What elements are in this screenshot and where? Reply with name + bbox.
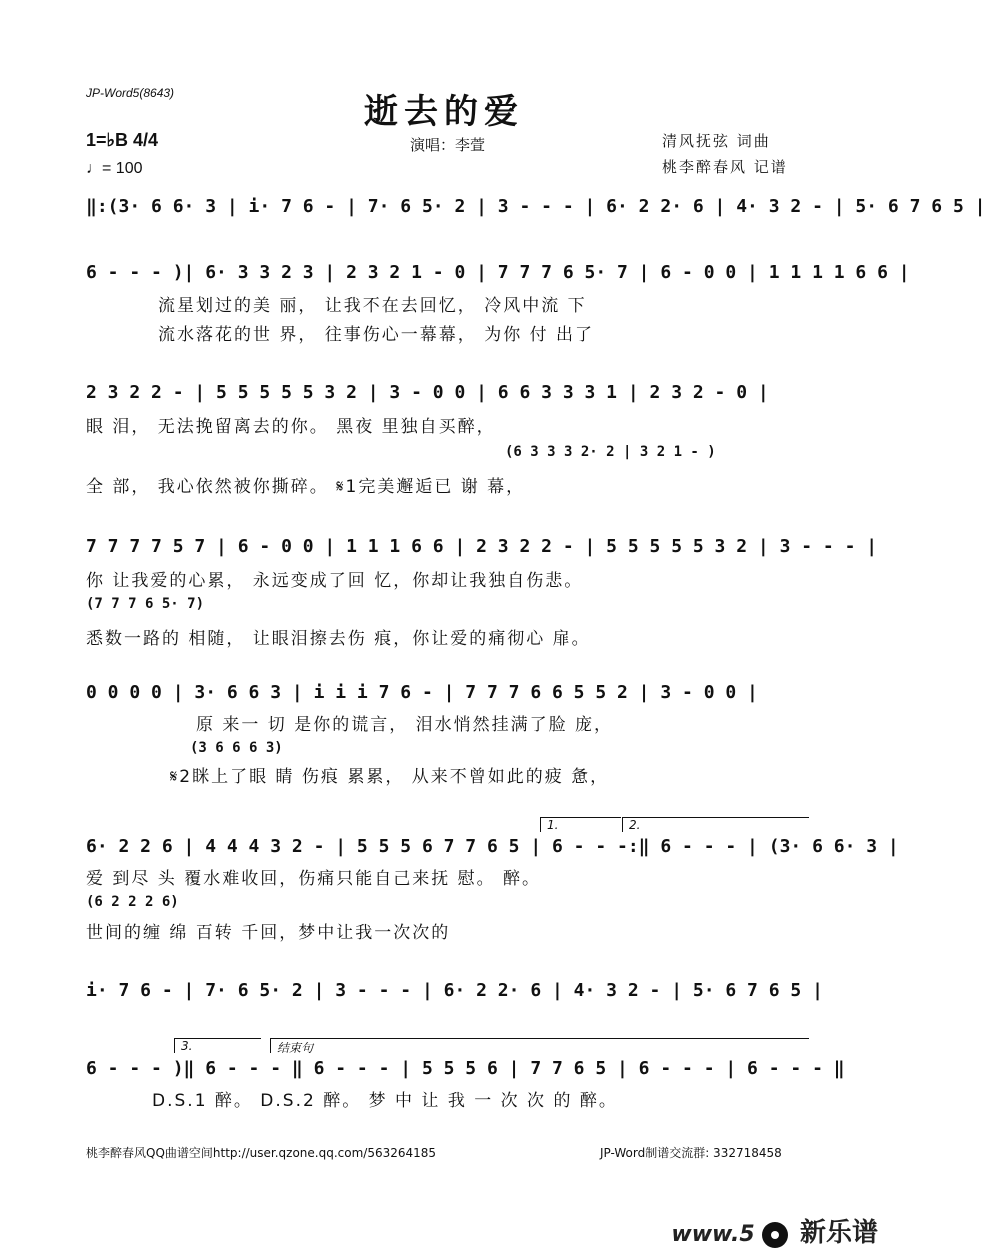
lyric-line: 你 让我爱的心累， 永远变成了回 忆，你却让我独自伤悲。 [86, 571, 584, 591]
notation-system-5: 0 0 0 0 | 3· 6 6 3 | i i i 7 6 - | 7 7 7 6 6 5 5 2 | 3 - 0 0 | [86, 682, 758, 703]
notation-system-4: 7 7 7 7 5 7 | 6 - 0 0 | 1 1 1 6 6 | 2 3 2 2 - | 5 5 5 5 5 3 2 | 3 - - - | [86, 536, 878, 557]
alternate-notes: (6 2 2 2 6) [86, 894, 179, 910]
software-version: JP-Word5(8643) [86, 86, 175, 100]
second-ending-bracket: 2. [622, 817, 809, 832]
alternate-notes: (7 7 7 6 5· 7) [86, 596, 205, 612]
lyric-line: 原 来一 切 是你的谎言， 泪水悄然挂满了脸 庞， [196, 715, 614, 735]
song-title: 逝去的爱 [364, 92, 524, 132]
lyric-line: 世间的缠 绵 百转 千回，梦中让我一次次的 [86, 923, 451, 943]
lyric-line: 流星划过的美 丽， 让我不在去回忆， 冷风中流 下 [158, 296, 587, 316]
lyricist-composer-credit: 清风抚弦 词曲 [662, 132, 771, 150]
notation-system-8: 6 - - - )‖ 6 - - - ‖ 6 - - - | 5 5 5 6 | 7 7 6 5 | 6 - - - | 6 - - - ‖ [86, 1058, 845, 1079]
tempo-marking: ♩= 100 [86, 160, 143, 177]
coda-bracket: 结束句 [270, 1038, 809, 1053]
key-signature: 1=♭B 4/4 [86, 130, 159, 150]
lyric-line: D.S.1 醉。 D.S.2 醉。 梦 中 让 我 一 次 次 的 醉。 [152, 1091, 618, 1111]
footer-left-credit: 桃李醉春风QQ曲谱空间http://user.qzone.qq.com/563264185 [86, 1146, 437, 1160]
alternate-notes: (3 6 6 6 3) [190, 740, 283, 756]
lyric-line: 𝄋2眯上了眼 睛 伤痕 累累， 从来不曾如此的疲 惫， [170, 767, 610, 787]
third-ending-bracket: 3. [174, 1038, 261, 1053]
record-disc-icon [762, 1222, 788, 1248]
notation-system-1: ‖:(3· 6 6· 3 | i· 7 6 - | 7· 6 5· 2 | 3 - - - | 6· 2 2· 6 | 4· 3 2 - | 5· 6 7 6 5 | [86, 196, 985, 217]
notation-system-7: i· 7 6 - | 7· 6 5· 2 | 3 - - - | 6· 2 2· 6 | 4· 3 2 - | 5· 6 7 6 5 | [86, 980, 823, 1001]
first-ending-bracket: 1. [540, 817, 621, 832]
lyric-line: 全 部， 我心依然被你撕碎。 𝄋1完美邂逅已 谢 幕， [86, 477, 526, 497]
lyric-line: 流水落花的世 界， 往事伤心一幕幕， 为你 付 出了 [158, 325, 595, 345]
notation-system-6: 6· 2 2 6 | 4 4 4 3 2 - | 5 5 5 6 7 7 6 5 | 6 - - -:‖ 6 - - - | (3· 6 6· 3 | [86, 836, 899, 857]
watermark-brand: 新乐谱 [799, 1218, 878, 1248]
watermark-logo [671, 1212, 878, 1249]
singer-credit: 演唱：李萱 [410, 136, 486, 154]
footer-right-credit: JP-Word制谱交流群: 332718458 [600, 1146, 782, 1160]
lyric-line: 悉数一路的 相随， 让眼泪擦去伤 痕，你让爱的痛彻心 扉。 [86, 629, 591, 649]
notation-system-2: 6 - - - )| 6· 3 3 2 3 | 2 3 2 1 - 0 | 7 7 7 6 5· 7 | 6 - 0 0 | 1 1 1 1 6 6 | [86, 262, 910, 283]
lyric-line: 爱 到尽 头 覆水难收回，伤痛只能自己来抚 慰。 醉。 [86, 869, 542, 889]
transcriber-credit: 桃李醉春风 记谱 [662, 158, 788, 176]
alternate-notes: (6 3 3 3 2· 2 | 3 2 1 - ) [505, 444, 716, 460]
lyric-line: 眼 泪， 无法挽留离去的你。 黑夜 里独自买醉， [86, 417, 496, 437]
watermark-url: www.5 [671, 1222, 755, 1247]
notation-system-3: 2 3 2 2 - | 5 5 5 5 5 3 2 | 3 - 0 0 | 6 6 3 3 3 1 | 2 3 2 - 0 | [86, 382, 769, 403]
